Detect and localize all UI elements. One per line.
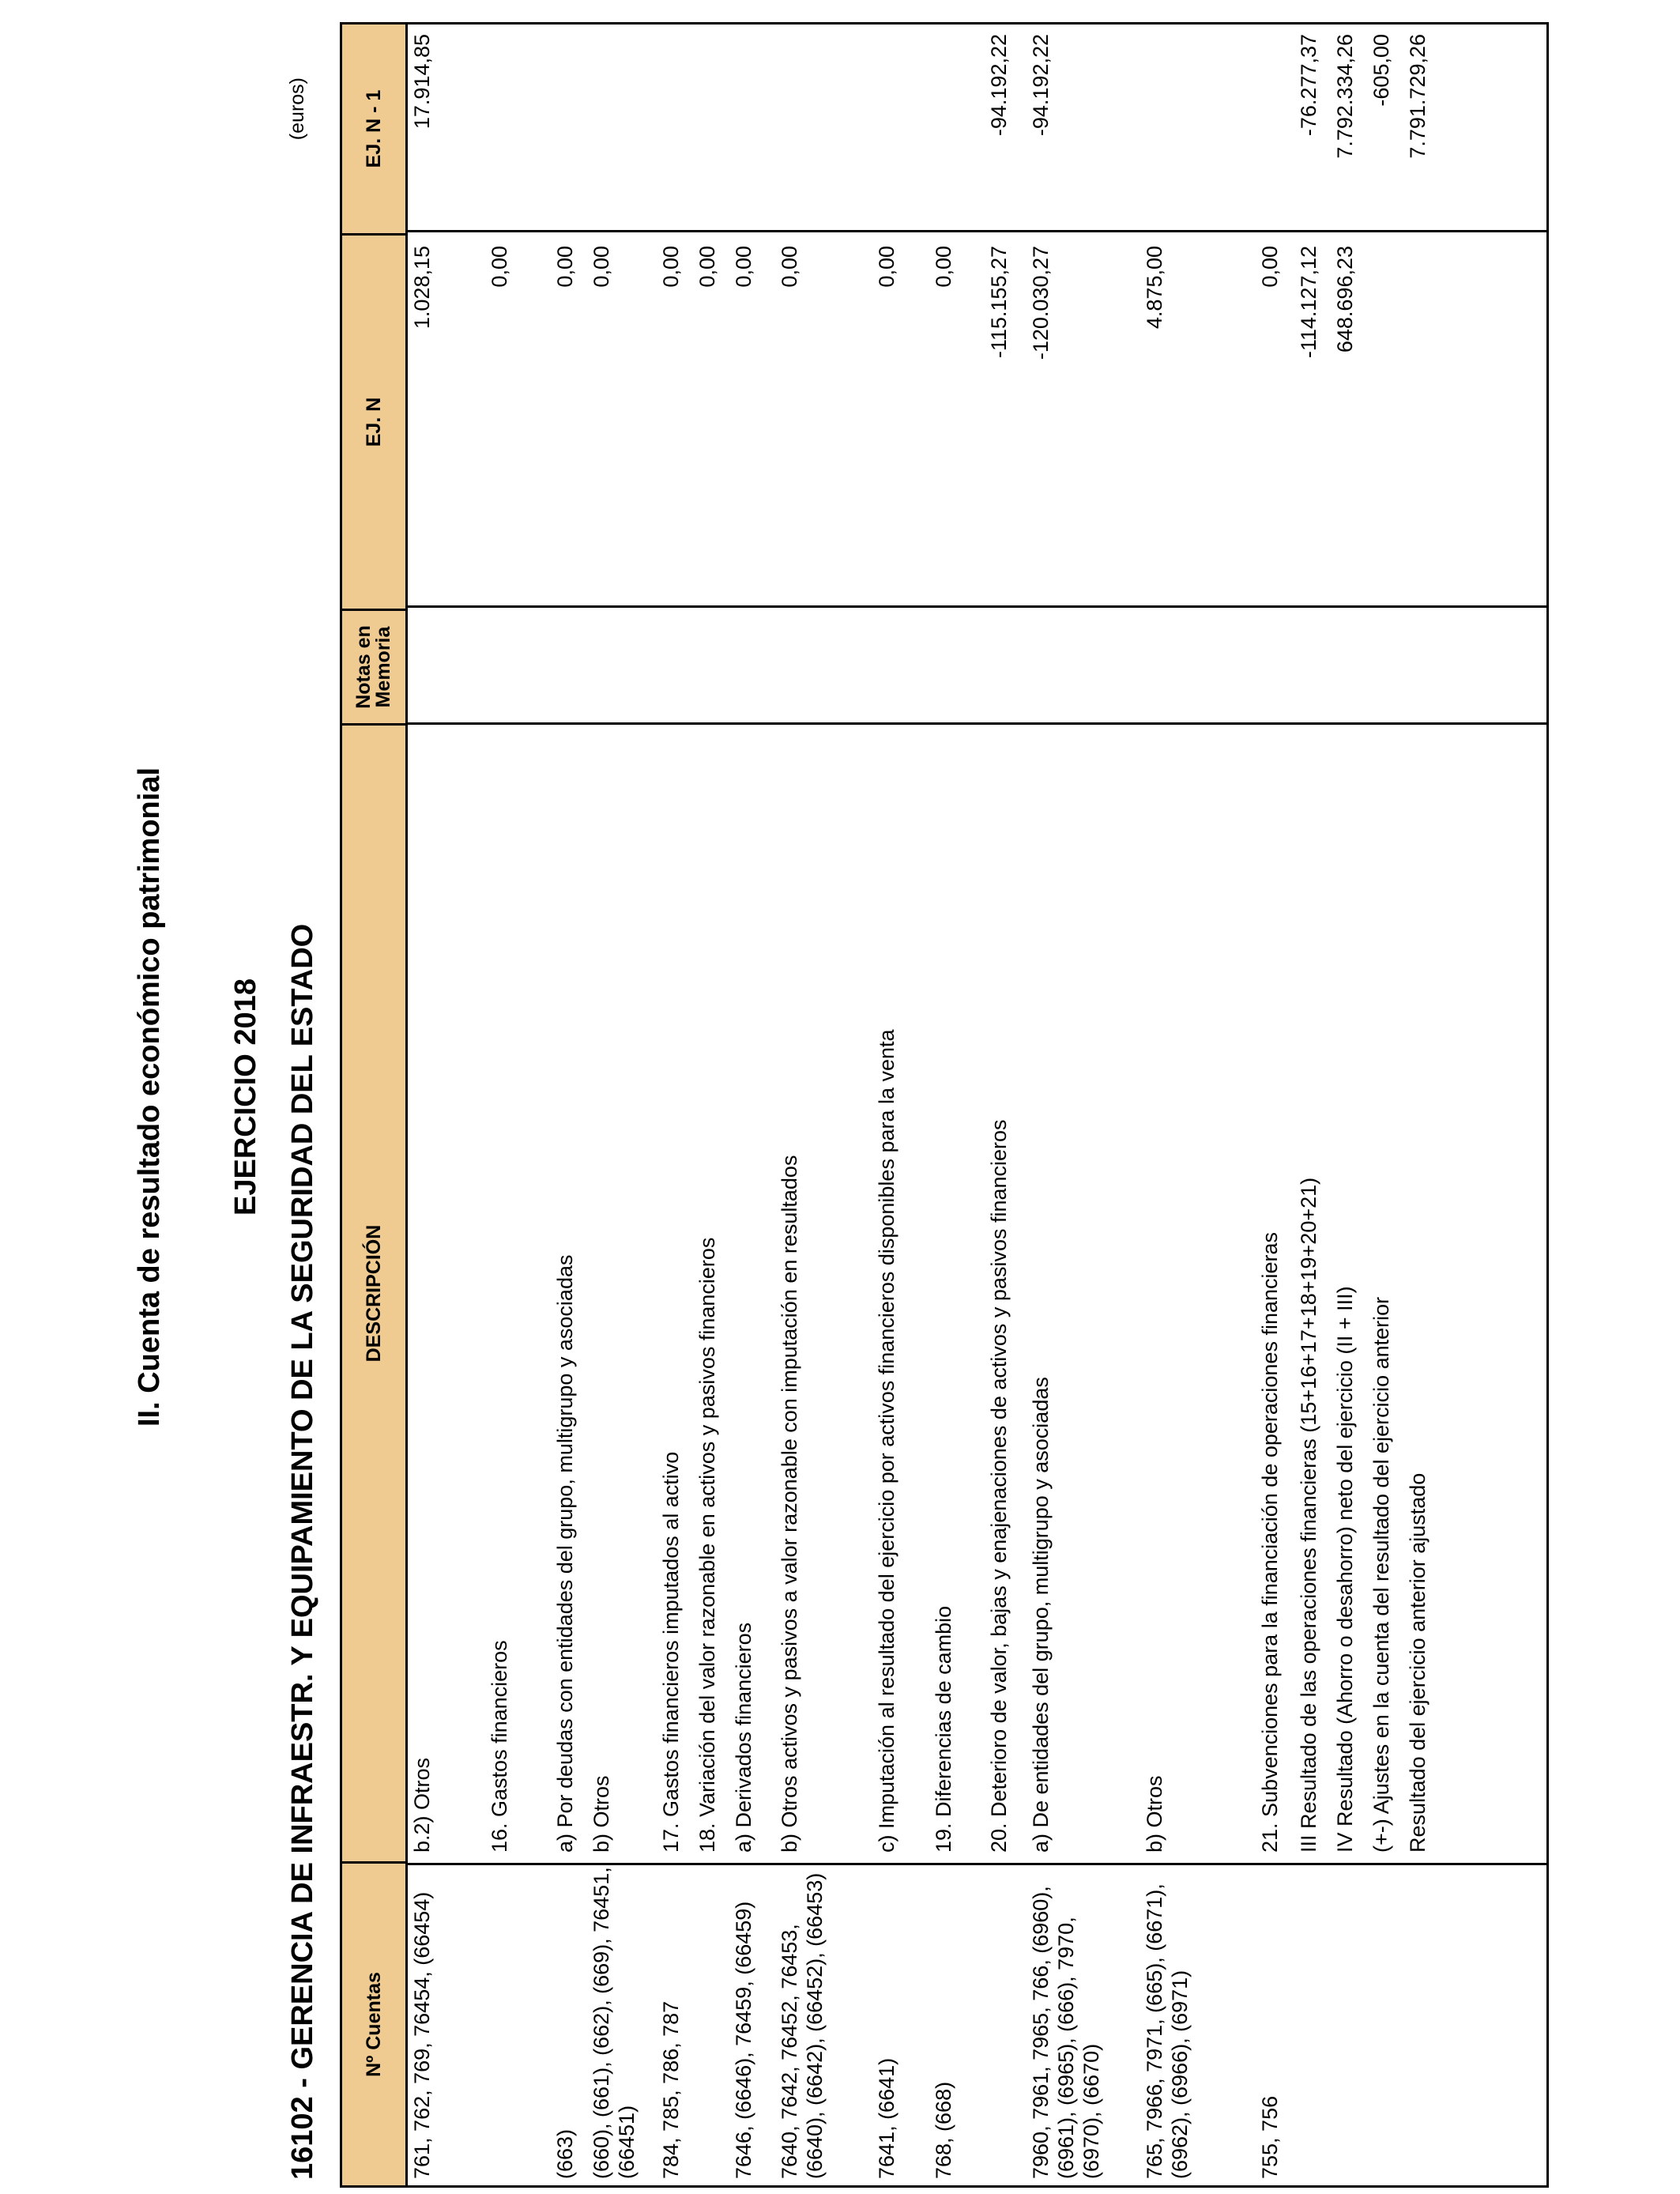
column-divider (408, 230, 1546, 232)
ej-n-cell: 0,00 (932, 246, 955, 288)
column-divider (408, 605, 1546, 608)
units-label: (euros) (286, 77, 308, 141)
descripcion-cell: (+-) Ajustes en la cuenta del resultado del ejercicio anterior (1369, 1296, 1393, 1853)
ej-n-cell: 0,00 (590, 246, 613, 288)
cuentas-cell: 784, 785, 786, 787 (659, 2000, 683, 2179)
ej-n1-cell: -605,00 (1369, 34, 1393, 107)
ej-n-cell: -115.155,27 (987, 246, 1011, 359)
ej-n1-cell: -94.192,22 (987, 34, 1011, 137)
descripcion-cell: a) De entidades del grupo, multigrupo y asociadas (1029, 1377, 1053, 1853)
cuentas-cell: 768, (668) (932, 2081, 955, 2179)
ej-n-cell: -120.030,27 (1029, 246, 1053, 360)
descripcion-cell: 17. Gastos financieros imputados al activo (659, 1451, 683, 1853)
col-header-notas: Notas en Memoria (342, 609, 405, 723)
col-header-ej-n1: EJ. N - 1 (362, 89, 385, 168)
ej-n-cell: -114.127,12 (1297, 246, 1320, 359)
ej-n-cell: 4.875,00 (1143, 246, 1166, 330)
ej-n1-cell: 7.791.729,26 (1406, 34, 1430, 159)
col-header-cuentas: Nº Cuentas (342, 1861, 405, 2185)
ej-n-cell: 648.696,23 (1333, 246, 1357, 353)
ej-n-cell: 0,00 (732, 246, 755, 288)
descripcion-cell: 21. Subvenciones para la financiación de operaciones financieras (1258, 1231, 1282, 1853)
cuentas-cell: 755, 756 (1258, 2095, 1282, 2179)
ej-n-cell: 0,00 (553, 246, 577, 288)
descripcion-cell: 16. Gastos financieros (488, 1640, 511, 1853)
table-header (342, 25, 408, 2185)
cuentas-cell: (660), (661), (662), (669), 76451, (66451) (590, 1867, 638, 2179)
cuentas-cell: 765, 7966, 7971, (665), (6671), (6962), (6966), (6971) (1143, 1883, 1192, 2179)
table-body (408, 25, 1546, 2185)
report-title: II. Cuenta de resultado económico patrimonial (133, 767, 166, 1427)
column-divider (408, 1863, 1546, 1865)
cuentas-cell: 761, 762, 769, 76454, (66454) (410, 1891, 434, 2179)
results-table (340, 22, 1549, 2188)
ej-n-cell: 0,00 (488, 246, 511, 288)
descripcion-cell: b) Otros activos y pasivos a valor razonable con imputación en resultados (778, 1155, 801, 1853)
ej-n-cell: 0,00 (875, 246, 898, 288)
exercise-heading: EJERCICIO 2018 (229, 978, 262, 1216)
descripcion-cell: 18. Variación del valor razonable en activos y pasivos financieros (695, 1237, 719, 1853)
ej-n1-cell: -76.277,37 (1297, 34, 1320, 137)
descripcion-cell: b.2) Otros (410, 1757, 434, 1853)
ej-n1-cell: -94.192,22 (1029, 34, 1053, 137)
cuentas-cell: 7641, (6641) (875, 2057, 898, 2179)
ej-n-cell: 0,00 (1258, 246, 1282, 288)
descripcion-cell: 20. Deterioro de valor, bajas y enajenaciones de activos y pasivos financieros (987, 1119, 1011, 1853)
descripcion-cell: b) Otros (1143, 1775, 1166, 1853)
descripcion-cell: a) Por deudas con entidades del grupo, multigrupo y asociadas (553, 1254, 577, 1853)
col-header-descripcion: DESCRIPCIÓN (342, 723, 405, 1861)
col-header-ej-n: EJ. N (342, 233, 405, 609)
descripcion-cell: c) Imputación al resultado del ejercicio por activos financieros disponibles para la venta (875, 1029, 898, 1853)
descripcion-cell: Resultado del ejercicio anterior ajustado (1406, 1472, 1430, 1853)
cuentas-cell: 7646, (6646), 76459, (66459) (732, 1901, 755, 2179)
entity-heading: 16102 - GERENCIA DE INFRAESTR. Y EQUIPAMIENTO DE LA SEGURIDAD DEL ESTADO (286, 923, 319, 2180)
ej-n-cell: 0,00 (778, 246, 801, 288)
cuentas-cell: (663) (553, 2128, 577, 2179)
ej-n-cell: 0,00 (695, 246, 719, 288)
cuentas-cell: 7640, 7642, 76452, 76453, (6640), (6642), (66452), (66453) (778, 1872, 827, 2179)
descripcion-cell: IV Resultado (Ahorro o desahorro) neto del ejercicio (II + III) (1333, 1286, 1357, 1853)
ej-n1-cell: 17.914,85 (410, 34, 434, 130)
ej-n-cell: 0,00 (659, 246, 683, 288)
descripcion-cell: III Resultado de las operaciones financieras (15+16+17+18+19+20+21) (1297, 1177, 1320, 1853)
descripcion-cell: a) Derivados financieros (732, 1622, 755, 1853)
descripcion-cell: b) Otros (590, 1775, 613, 1853)
column-divider (408, 722, 1546, 725)
ej-n1-cell: 7.792.334,26 (1333, 34, 1357, 159)
cuentas-cell: 7960, 7961, 7965, 766, (6960), (6961), (6965), (666), 7970, (6970), (6670) (1029, 1886, 1103, 2179)
descripcion-cell: 19. Diferencias de cambio (932, 1605, 955, 1853)
ej-n-cell: 1.028,15 (410, 246, 434, 330)
